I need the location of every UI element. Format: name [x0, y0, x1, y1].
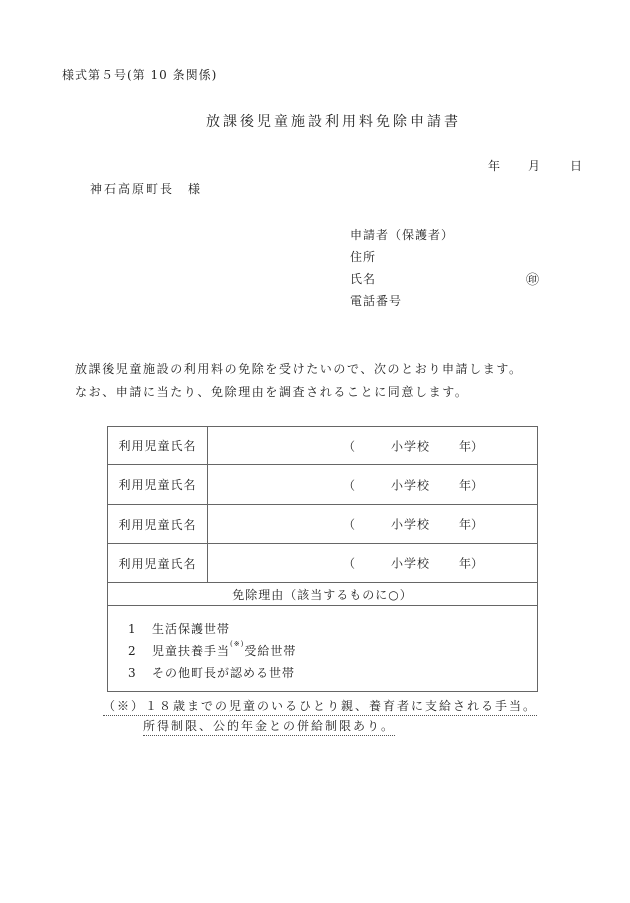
- reason-text: 生活保護世帯: [152, 622, 231, 636]
- address-label: 住所: [350, 250, 377, 264]
- grade-label: 年）: [459, 556, 484, 571]
- date-day-label: 日: [570, 159, 584, 173]
- school-label: 小学校: [391, 517, 431, 532]
- statement-line-2: なお、申請に当たり、免除理由を調査されることに同意します。: [75, 385, 469, 399]
- application-table: [107, 426, 538, 692]
- child-name-field[interactable]: [208, 427, 537, 464]
- child-row: [108, 465, 537, 505]
- reason-item-child-allowance[interactable]: [128, 642, 296, 659]
- child-row: [108, 427, 537, 465]
- reason-text: 児童扶養手当: [152, 644, 231, 658]
- form-number: 様式第５号(第 10 条関係): [62, 68, 218, 82]
- exemption-reason-header: 免除理由（該当するものに○）: [108, 583, 537, 606]
- child-row: [108, 544, 537, 583]
- open-paren: （: [343, 439, 356, 453]
- child-name-label: 利用児童氏名: [108, 544, 208, 582]
- page-title: 放課後児童施設利用料免除申請書: [206, 114, 461, 130]
- child-name-field[interactable]: [208, 465, 537, 504]
- grade-label: 年）: [459, 439, 484, 453]
- reason-number: 1: [128, 622, 137, 636]
- footnote-line-2: 所得制限、公的年金との併給制限あり。: [143, 717, 395, 736]
- reason-item-other[interactable]: [128, 664, 295, 681]
- reason-number: 3: [128, 666, 137, 680]
- reason-text: その他町長が認める世帯: [152, 666, 296, 680]
- footnote-mark: (※): [230, 640, 245, 648]
- child-name-label: 利用児童氏名: [108, 427, 208, 464]
- name-label: 氏名: [350, 272, 377, 286]
- exemption-reason-list: [108, 606, 537, 691]
- statement-line-1: 放課後児童施設の利用料の免除を受けたいので、次のとおり申請します。: [75, 362, 523, 376]
- date-year-label: 年: [488, 159, 502, 173]
- addressee: 神石高原町長 様: [90, 182, 203, 196]
- school-label: 小学校: [391, 556, 431, 571]
- child-name-field[interactable]: [208, 544, 537, 582]
- phone-label: 電話番号: [350, 294, 403, 308]
- child-name-field[interactable]: [208, 505, 537, 543]
- open-paren: （: [343, 478, 356, 492]
- open-paren: （: [343, 556, 356, 571]
- date-month-label: 月: [528, 159, 542, 173]
- grade-label: 年）: [459, 517, 484, 532]
- school-label: 小学校: [391, 439, 431, 453]
- child-name-label: 利用児童氏名: [108, 505, 208, 543]
- open-paren: （: [343, 517, 356, 532]
- footnote-line-1: （※）１８歳までの児童のいるひとり親、養育者に支給される手当。: [103, 697, 537, 716]
- child-row: [108, 505, 537, 544]
- reason-item-welfare[interactable]: [128, 620, 230, 637]
- grade-label: 年）: [459, 478, 484, 492]
- seal-icon: ㊞: [526, 273, 540, 288]
- applicant-heading: 申請者（保護者）: [350, 228, 455, 242]
- reason-number: 2: [128, 644, 137, 658]
- child-name-label: 利用児童氏名: [108, 465, 208, 504]
- school-label: 小学校: [391, 478, 431, 492]
- reason-text-suffix: 受給世帯: [244, 644, 297, 658]
